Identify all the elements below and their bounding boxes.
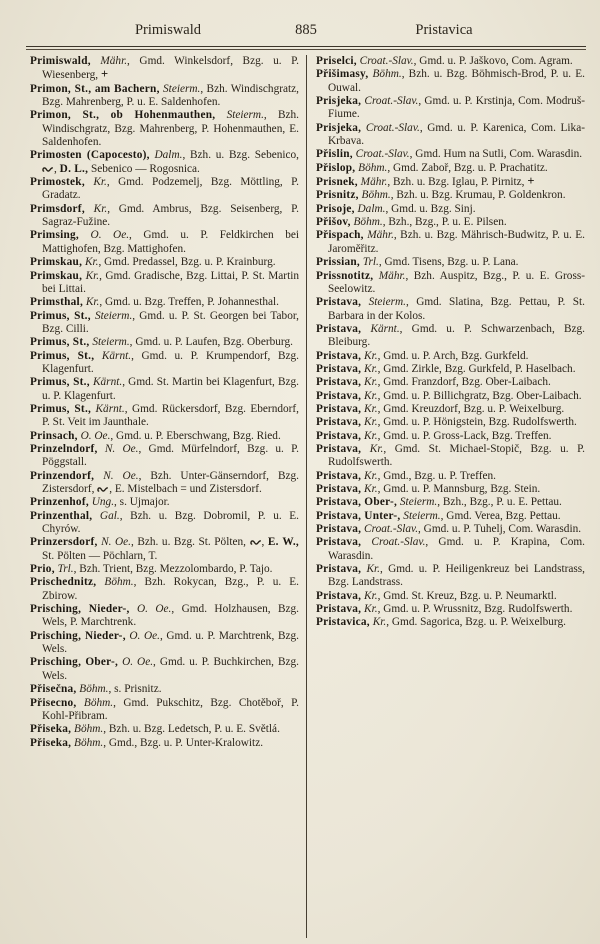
region-abbrev: Kärnt.: [91, 402, 125, 415]
place-name: Prisching, Ober-,: [30, 656, 119, 669]
gazetteer-entry: [30, 229, 299, 256]
entry-text: , Gmd. u. P. Tuhelj, Com. Warasdin.: [418, 523, 582, 536]
place-name: Prinzenthal,: [30, 509, 93, 522]
gazetteer-entry: [316, 483, 585, 496]
entry-text: , Gmd. u. P. Jaškovo, Com. Agram.: [413, 55, 573, 67]
region-abbrev: Ung.: [88, 496, 115, 509]
entry-text: , Gmd. Tisens, Bzg. u. P. Lana.: [378, 256, 519, 269]
region-abbrev: Steierm.: [89, 336, 130, 349]
region-abbrev: Mähr.: [357, 176, 388, 189]
place-name: Pristava,: [316, 362, 362, 375]
entry-text: , Gmd. Verea, Bzg. Pettau.: [440, 509, 561, 522]
running-head: [30, 22, 582, 40]
region-abbrev: Kr.: [361, 469, 378, 482]
entry-text: Sebenico — Rogosnica.: [88, 162, 200, 175]
region-abbrev: Dalm.: [354, 202, 386, 215]
entry-text: , Gmd. u. P. Hönigstein, Bzg. Rudolfswerth.: [377, 416, 577, 429]
entry-text: , Gmd. u. Bzg. Treffen, P. Johannesthal.: [99, 296, 279, 309]
gazetteer-entry: [30, 563, 299, 576]
region-abbrev: Kr.: [82, 269, 100, 282]
region-abbrev: Kr.: [82, 256, 99, 269]
region-abbrev: Böhm.: [76, 683, 109, 696]
place-name: Přisečna,: [30, 683, 77, 696]
place-name: Prisoje,: [316, 202, 355, 215]
place-name: Primsdorf,: [30, 202, 85, 215]
region-abbrev: Kärnt.: [89, 376, 123, 389]
gazetteer-entry: [316, 616, 585, 629]
gazetteer-entry: [30, 403, 299, 430]
place-name: Přisecno,: [30, 696, 77, 709]
region-abbrev: Mähr.: [90, 55, 128, 67]
entry-text: , Gmd. u. P. Krumpendorf, Bzg. Klagenfurt.: [42, 349, 299, 375]
entry-text: , Gmd. Podzemelj, Bzg. Möttling, P. Gradatz.: [42, 176, 299, 202]
church-cross-icon: +: [527, 174, 535, 189]
gazetteer-entry: [316, 216, 585, 229]
entry-text: , Gmd. u. P. Buchkirchen, Bzg. Wels.: [42, 656, 299, 682]
entry-text: , s. Ujmajor.: [114, 496, 170, 509]
entry-text: , Bzh. u. Bzg. Dobromil, P. u. E. Chyrów.: [42, 509, 299, 536]
entry-text: , Gmd. u. P. Feldkirchen bei Mattighofen, Bzg. Mattighofen.: [42, 229, 299, 255]
entry-text: , Gmd. Predassel, Bzg. u. P. Krainburg.: [98, 256, 276, 269]
entry-text: , Gmd. u. P. Krstinja, Com. Modruš-Fiume.: [328, 95, 585, 121]
region-abbrev: Kr.: [361, 389, 378, 402]
gazetteer-entry: [316, 256, 585, 269]
entry-text: , Gmd. u. P. Eberschwang, Bzg. Ried.: [110, 429, 281, 442]
gazetteer-entry: [316, 203, 585, 216]
region-abbrev: O. Oe.: [129, 603, 172, 616]
gazetteer-entry: [30, 203, 299, 230]
entry-text: , Gmd. Pukschitz, Bzg. Chotěboř, P. Kohl-Přibram.: [42, 696, 299, 722]
gazetteer-entry: [316, 496, 585, 509]
region-abbrev: Böhm.: [358, 189, 391, 202]
region-abbrev: Böhm.: [368, 68, 402, 81]
region-abbrev: Kr.: [361, 402, 378, 415]
region-abbrev: O. Oe.: [77, 429, 111, 442]
gazetteer-entry: [316, 443, 585, 470]
place-name: Primus, St.,: [30, 336, 90, 349]
entry-text: , E. Mistelbach = und Zistersdorf.: [109, 483, 262, 495]
gazetteer-entry: [316, 390, 585, 403]
place-name: Prisnitz,: [316, 189, 359, 202]
gazetteer-entry: [30, 443, 299, 470]
place-name: Přiseka,: [30, 736, 72, 749]
entry-text: , Bzh. u. Bzg. Krumau, P. Goldenkron.: [390, 189, 566, 202]
gazetteer-entry: [316, 122, 585, 149]
place-name: Primosten (Capocesto),: [30, 149, 150, 162]
region-abbrev: Dalm.: [149, 149, 183, 162]
entry-text: , Bzh. u. Bzg. Mährisch-Budwitz, P. u. E. Jaroměřitz.: [328, 229, 585, 255]
region-abbrev: Böhm.: [350, 216, 383, 229]
entry-text: , s. Prisnitz.: [108, 683, 162, 696]
place-name: Pristava,: [316, 429, 362, 442]
gazetteer-entry: [30, 683, 299, 696]
gazetteer-entry: [316, 416, 585, 429]
gazetteer-entry: [316, 376, 585, 389]
entry-text: , Gmd. Kreuzdorf, Bzg. u. P. Weixelburg.: [377, 402, 565, 415]
header-rule: [26, 46, 586, 50]
gazetteer-entry: [30, 149, 299, 176]
place-name: Pristava,: [316, 322, 362, 335]
region-abbrev: Croat.-Slav.: [356, 55, 414, 67]
entry-text: , Gmd. u. P. Laufen, Bzg. Oberburg.: [129, 336, 293, 349]
place-name: Pristava, Ober-,: [316, 496, 398, 509]
entry-text: , Gmd. u. P. Marchtrenk, Bzg. Wels.: [42, 629, 299, 656]
place-name: Pristava,: [316, 416, 362, 429]
posthorn-icon: [42, 163, 54, 175]
region-abbrev: Steierm.: [400, 509, 441, 522]
region-abbrev: Kr.: [361, 589, 378, 602]
place-name: Pristava,: [316, 402, 362, 415]
gazetteer-entry: [316, 229, 585, 256]
place-name: Přispach,: [316, 229, 364, 242]
entry-text: , Gmd. St. Martin bei Klagenfurt, Bzg. u. P. Klagenfurt.: [42, 376, 299, 402]
place-name: Primus, St.,: [30, 309, 91, 322]
region-abbrev: Mähr.: [373, 269, 406, 282]
place-name: Prisnek,: [316, 176, 358, 189]
place-name: Pristava,: [316, 483, 362, 495]
region-abbrev: Kr.: [361, 429, 378, 442]
entry-text: , Gmd. u. P. Gross-Lack, Bzg. Treffen.: [377, 429, 552, 442]
gazetteer-entry: [316, 148, 585, 161]
running-head-left-keyword: Primiswald: [134, 22, 202, 38]
entry-text: , Gmd. Franzdorf, Bzg. Ober-Laibach.: [377, 376, 551, 389]
region-abbrev: Croat.-Slav.: [361, 523, 419, 536]
entry-text: , Bzh. Rokycan, Bzg., P. u. E. Zbirow.: [42, 576, 299, 602]
entry-text: , Bzh. u. Bzg. Ledetsch, P. u. E. Světlá.: [103, 723, 280, 736]
church-cross-icon: +: [100, 67, 109, 82]
region-abbrev: Böhm.: [76, 696, 114, 709]
place-name: Pristava,: [316, 589, 362, 602]
gazetteer-entry: [30, 296, 299, 309]
place-name: Přislin,: [316, 148, 353, 161]
gazetteer-entry: [316, 470, 585, 483]
place-name: Prinzendorf,: [30, 469, 95, 482]
region-abbrev: Kärnt.: [361, 322, 400, 335]
place-name: Primiswald,: [30, 55, 91, 67]
place-name: Pristava,: [316, 296, 362, 309]
gazetteer-entry: [316, 563, 585, 590]
gazetteer-entry: [30, 630, 299, 657]
region-abbrev: Trl.: [360, 256, 379, 269]
gazetteer-entry: [30, 55, 299, 83]
gazetteer-entry: [30, 109, 299, 149]
region-abbrev: Kr.: [83, 296, 100, 309]
entry-text: , Bzh. Windischgratz, Bzg. Mahrenberg, P. Hohenmauthen, E. Saldenhofen.: [42, 109, 299, 149]
region-abbrev: Kr.: [361, 603, 378, 616]
gazetteer-entry: [316, 363, 585, 376]
region-abbrev: Steierm.: [361, 296, 406, 309]
place-name: Pristava,: [316, 376, 362, 389]
gazetteer-entry: [30, 336, 299, 349]
gazetteer-entry: [30, 310, 299, 337]
place-name: Primostek,: [30, 176, 85, 189]
place-name: Přišimasy,: [316, 68, 369, 81]
region-abbrev: Böhm.: [71, 723, 104, 736]
entry-text: , Gmd. Mürfelndorf, Bzg. u. P. Pöggstall.: [42, 442, 299, 469]
place-name: Pristava,: [316, 523, 362, 536]
gazetteer-entry: [30, 176, 299, 203]
region-abbrev: N. Oe.: [97, 442, 139, 455]
entry-text: , Bzh. u. Bzg. Sebenico,: [182, 149, 300, 162]
entry-text: , Bzh. Auspitz, Bzg., P. u. E. Gross-Seelowitz.: [328, 269, 585, 295]
entry-text: , Gmd. St. Kreuz, Bzg. u. P. Neumarktl.: [377, 589, 557, 602]
place-name: Prinsach,: [30, 429, 78, 442]
gazetteer-entry: [30, 723, 299, 736]
entry-text: , Gmd. Sagorica, Bzg. u. P. Weixelburg.: [386, 616, 566, 629]
place-name: Pristava,: [316, 442, 362, 455]
region-abbrev: Kr.: [369, 616, 387, 629]
entry-text: , Gmd. Ambrus, Bzg. Seisenberg, P. Sagraz-Fužine.: [42, 202, 300, 229]
region-abbrev: Croat.-Slav.: [361, 95, 419, 108]
entry-text: , Gmd. u. P. Schwarzenbach, Bzg. Bleiburg.: [328, 322, 585, 349]
region-abbrev: Trl.: [54, 563, 74, 576]
gazetteer-entry: [316, 175, 585, 189]
region-abbrev: Kr.: [361, 376, 378, 389]
region-abbrev: O. Oe.: [79, 229, 130, 242]
gazetteer-entry: [30, 350, 299, 377]
running-head-right-keyword: Pristavica: [415, 22, 473, 38]
entry-text: , Gmd. u. P. Karenica, Com. Lika-Krbava.: [328, 121, 585, 148]
gazetteer-entry: [316, 55, 585, 68]
region-abbrev: Böhm.: [355, 161, 388, 174]
place-name: Prisching, Nieder-,: [30, 629, 126, 642]
gazetteer-entry: [30, 536, 299, 563]
gazetteer-entry: [316, 403, 585, 416]
entry-text: St. Pölten — Pöchlarn, T.: [42, 549, 158, 562]
place-name: E. W.,: [267, 536, 299, 549]
entry-text: , Gmd. u. P. Arch, Bzg. Gurkfeld.: [377, 349, 529, 362]
region-abbrev: Croat.-Slav.: [352, 148, 410, 161]
entry-text: , Gmd. Winkelsdorf, Bzg. u. P. Wiesenberg,: [42, 55, 300, 82]
entry-text: , Bzh., Bzg., P. u. E. Pilsen.: [382, 216, 507, 229]
place-name: Prinzersdorf,: [30, 536, 98, 549]
entry-text: , Gmd. u. P. Wrussnitz, Bzg. Rudolfswerth.: [377, 603, 573, 616]
region-abbrev: Kr.: [361, 563, 380, 576]
gazetteer-entry: [316, 95, 585, 122]
place-name: Pristava,: [316, 469, 362, 482]
place-name: Primus, St.,: [30, 402, 92, 415]
region-abbrev: Steierm.: [215, 109, 264, 122]
entry-text: ,: [261, 536, 268, 549]
gazetteer-entry: [316, 162, 585, 175]
page-number: 885: [295, 22, 317, 38]
place-name: Primon, St., am Bachern,: [30, 82, 160, 95]
gazetteer-entry: [316, 523, 585, 536]
gazetteer-entry: [316, 350, 585, 363]
place-name: Pristava,: [316, 389, 362, 402]
gazetteer-entry: [316, 603, 585, 616]
region-abbrev: Böhm.: [96, 576, 134, 589]
gazetteer-entry: [30, 376, 299, 403]
place-name: Prinzelndorf,: [30, 442, 98, 455]
gazetteer-entry: [316, 68, 585, 95]
gazetteer-entry: [316, 323, 585, 350]
gazetteer-entry: [30, 603, 299, 630]
region-abbrev: Böhm.: [71, 736, 104, 749]
gazetteer-entry: [316, 430, 585, 443]
region-abbrev: Kr.: [361, 483, 378, 495]
region-abbrev: Kärnt.: [94, 349, 132, 362]
entry-text: , Bzh. u. Bzg. Iglau, P. Pirnitz,: [387, 176, 528, 189]
place-name: Primskau,: [30, 256, 83, 269]
region-abbrev: N. Oe.: [97, 536, 131, 549]
entry-text: , Gmd. Zirkle, Bzg. Gurkfeld, P. Haselbach.: [377, 362, 576, 375]
place-name: Prisjeka,: [316, 95, 362, 108]
gazetteer-entry: [316, 536, 585, 563]
gazetteer-entry: [30, 256, 299, 269]
entry-text: ,: [54, 162, 60, 175]
entry-text: , Gmd., Bzg. u. P. Unter-Kralowitz.: [103, 736, 264, 749]
place-name: Přiseka,: [30, 723, 72, 736]
gazetteer-entry: [316, 296, 585, 323]
place-name: Prissnotitz,: [316, 269, 374, 282]
entry-text: , Gmd. Gradische, Bzg. Littai, P. St. Martin bei Littai.: [42, 269, 299, 295]
entry-text: , Gmd. Slatina, Bzg. Pettau, P. St. Barbara in der Kolos.: [328, 296, 585, 322]
place-name: Primus, St.,: [30, 376, 90, 389]
place-name: D. L.,: [59, 162, 89, 175]
place-name: Prischednitz,: [30, 576, 97, 589]
place-name: Přislop,: [316, 161, 356, 174]
place-name: Prisjeka,: [316, 121, 362, 134]
gazetteer-entry: [30, 576, 299, 603]
gazetteer-entry: [316, 510, 585, 523]
entry-text: , Bzh. u. Bzg. Böhmisch-Brod, P. u. E. Ouwal.: [328, 68, 585, 94]
place-name: Prinzenhof,: [30, 496, 89, 509]
place-name: Prissian,: [316, 256, 360, 269]
entry-text: , Gmd. u. P. Krapina, Com. Warasdin.: [328, 536, 585, 562]
place-name: Pristava,: [316, 349, 362, 362]
gazetteer-entry: [30, 496, 299, 509]
place-name: Pristava,: [316, 603, 362, 616]
gazetteer-entry: [30, 510, 299, 537]
gazetteer-entry: [30, 656, 299, 683]
entry-text: , Bzh. Unter-Gänserndorf, Bzg. Zistersdorf,: [42, 469, 299, 495]
region-abbrev: Kr.: [361, 362, 378, 375]
gazetteer-entry: [30, 737, 299, 750]
region-abbrev: Gal.: [92, 509, 120, 522]
entry-text: , Bzh. Windischgratz, Bzg. Mahrenberg, P. u. E. Saldenhofen.: [42, 82, 299, 109]
region-abbrev: Croat.-Slav.: [361, 536, 426, 549]
place-name: Primus, St.,: [30, 349, 95, 362]
entry-text: , Gmd., Bzg. u. P. Treffen.: [377, 469, 496, 482]
place-name: Prio,: [30, 563, 55, 576]
place-name: Pristavica,: [316, 616, 370, 629]
place-name: Pristava,: [316, 536, 362, 549]
region-abbrev: Kr.: [361, 416, 378, 429]
region-abbrev: Kr.: [84, 202, 108, 215]
gazetteer-entry: [30, 430, 299, 443]
gazetteer-entry: [30, 470, 299, 497]
entry-text: , Bzh. Trient, Bzg. Mezzolombardo, P. Tajo.: [73, 563, 273, 576]
place-name: Pristava, Unter-,: [316, 509, 401, 522]
region-abbrev: Steierm.: [90, 309, 133, 322]
place-name: Přišov,: [316, 216, 351, 229]
entry-text: , Gmd. Hum na Sutli, Com. Warasdin.: [409, 148, 583, 161]
entry-text: , Gmd. u. P. Billichgratz, Bzg. Ober-Laibach.: [377, 389, 582, 402]
entry-text: , Gmd. u. P. St. Georgen bei Tabor, Bzg. Cilli.: [42, 309, 299, 335]
region-abbrev: O. Oe.: [118, 656, 154, 669]
place-name: Pristava,: [316, 563, 362, 576]
gazetteer-entry: [30, 270, 299, 297]
place-name: Prisching, Nieder-,: [30, 603, 130, 616]
entry-text: , Gmd. St. Michael-Stopič, Bzg. u. P. Rudolfswerth.: [328, 442, 585, 469]
region-abbrev: Mähr.: [363, 229, 394, 242]
entry-text: , Gmd. Zaboř, Bzg. u. P. Prachatitz.: [387, 161, 548, 174]
region-abbrev: Kr.: [361, 442, 384, 455]
place-name: Primon, St., ob Hohenmauthen,: [30, 109, 216, 122]
region-abbrev: N. Oe.: [94, 469, 139, 482]
posthorn-icon: [97, 483, 109, 495]
entry-text: , Gmd. u. P. Mannsburg, Bzg. Stein.: [377, 483, 541, 495]
region-abbrev: O. Oe.: [125, 629, 160, 642]
region-abbrev: Steierm.: [159, 82, 201, 95]
region-abbrev: Kr.: [361, 349, 378, 362]
gazetteer-entry: [316, 189, 585, 202]
region-abbrev: Croat.-Slav.: [361, 121, 420, 134]
entry-text: , Gmd. u. P. Heiligenkreuz bei Landstrass, Bzg. Landstrass.: [328, 563, 585, 589]
gazetteer-entry: [30, 697, 299, 724]
entry-text: , Bzh., Bzg., P. u. E. Pettau.: [437, 496, 562, 509]
place-name: Primskau,: [30, 269, 83, 282]
place-name: Primsing,: [30, 229, 80, 242]
region-abbrev: Kr.: [84, 176, 107, 189]
region-abbrev: Steierm.: [397, 496, 438, 509]
column-right: [306, 55, 585, 938]
gazetteer-entry: [316, 270, 585, 297]
text-columns: [30, 55, 585, 938]
entry-text: , Bzh. u. Bzg. St. Pölten,: [131, 536, 250, 549]
gazetteer-entry: [316, 590, 585, 603]
entry-text: , Gmd. Rückersdorf, Bzg. Eberndorf, P. St. Veit im Jaunthale.: [42, 402, 299, 429]
posthorn-icon: [250, 536, 262, 548]
entry-text: , Gmd. Holzhausen, Bzg. Wels, P. Marchtrenk.: [42, 603, 299, 629]
entry-text: , Gmd. u. Bzg. Sinj.: [385, 202, 476, 215]
gazetteer-entry: [30, 83, 299, 110]
place-name: Priselci,: [316, 55, 357, 67]
place-name: Primsthal,: [30, 296, 84, 309]
column-left: [30, 55, 306, 938]
